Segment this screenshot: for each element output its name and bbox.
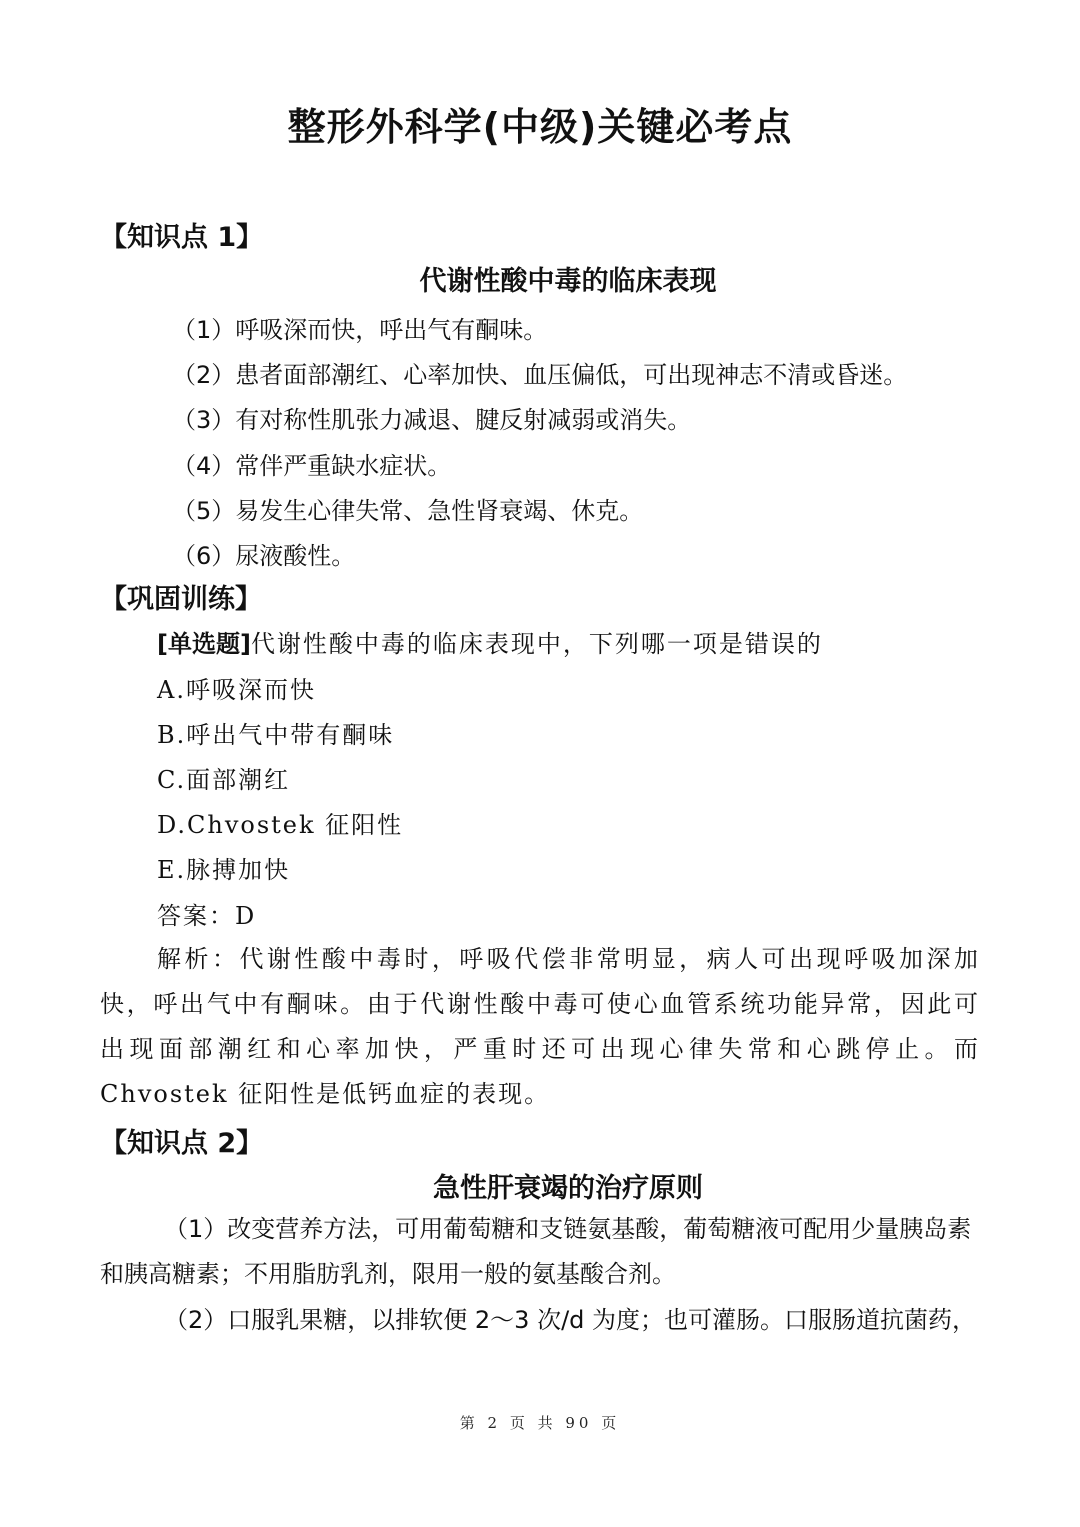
practice-heading: 【巩固训练】 [100,584,262,615]
document-title: 整形外科学(中级)关键必考点 [287,105,793,149]
option-a: A.呼吸深而快 [157,676,316,704]
knowledge-point-2-heading: 【知识点 2】 [100,1128,264,1159]
knowledge-point-1-item: （6）尿液酸性。 [172,542,356,570]
question-stem [157,624,823,659]
question-type-tag: [单选题] [157,630,251,658]
question-text: 代谢性酸中毒的临床表现中，下列哪一项是错误的 [250,630,823,658]
option-b: B.呼出气中带有酮味 [157,721,395,749]
knowledge-point-2-item: （1）改变营养方法，可用葡萄糖和支链氨基酸，葡萄糖液可配用少量胰岛素和胰高糖素；不用脂肪乳剂，限用一般的氨基酸合剂。 [100,1215,972,1288]
knowledge-point-1-heading: 【知识点 1】 [100,222,264,253]
page-number-footer: 第 2 页 共 90 页 [459,1414,621,1432]
knowledge-point-2-topic: 急性肝衰竭的治疗原则 [433,1173,703,1204]
knowledge-point-1-item: （3）有对称性肌张力减退、腱反射减弱或消失。 [172,406,692,434]
option-c: C.面部潮红 [157,766,291,794]
knowledge-point-1-item: （2）患者面部潮红、心率加快、血压偏低，可出现神志不清或昏迷。 [172,361,908,389]
knowledge-point-1-item: （5）易发生心律失常、急性肾衰竭、休克。 [172,497,644,525]
option-e: E.脉搏加快 [157,856,291,884]
answer-line: 答案：D [157,902,257,930]
knowledge-point-2-item: （2）口服乳果糖，以排软便 2～3 次/d 为度；也可灌肠。口服肠道抗菌药， [164,1306,977,1334]
knowledge-point-1-item: （1）呼吸深而快，呼出气有酮味。 [172,316,548,344]
explanation-paragraph: 解析：代谢性酸中毒时，呼吸代偿非常明显，病人可出现呼吸加深加快，呼出气中有酮味。由于代谢性酸中毒可使心血管系统功能异常，因此可出现面部潮红和心率加快，严重时还可出现心律失常和心跳停止。而 Chvostek 征阳性是低钙血症的表现。 [100,945,980,1108]
knowledge-point-1-topic: 代谢性酸中毒的临床表现 [419,266,717,297]
knowledge-point-1-item: （4）常伴严重缺水症状。 [172,452,452,480]
option-d: D.Chvostek 征阳性 [157,811,404,839]
